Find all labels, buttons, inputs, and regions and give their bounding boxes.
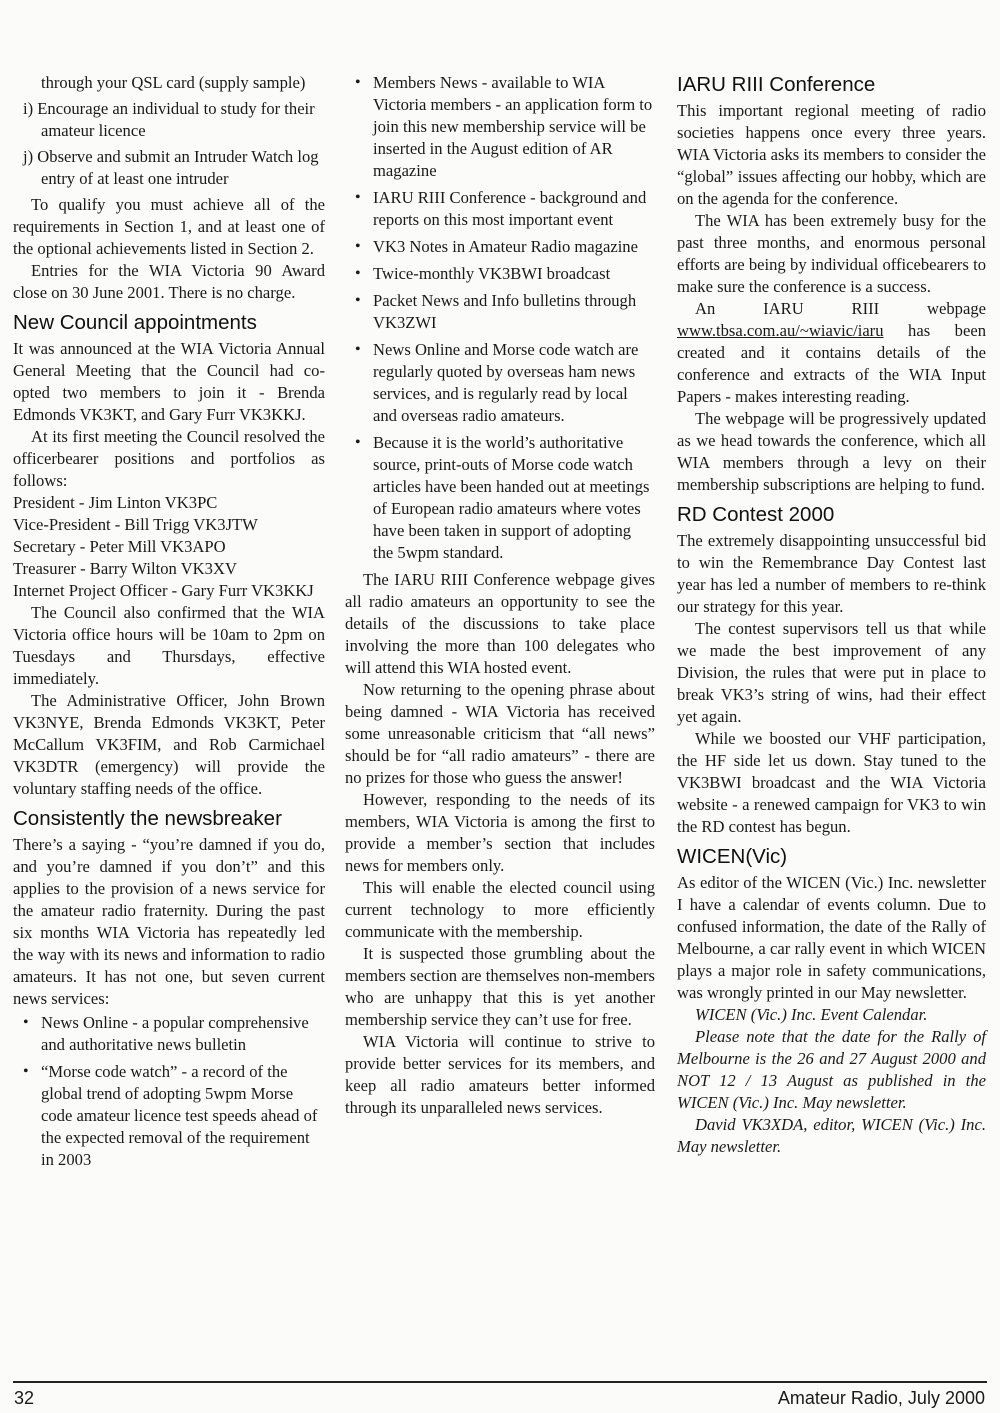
bullet-icon: • [23, 1063, 29, 1080]
list-item: • IARU RIII Conference - background and reports on this most important event [355, 188, 647, 229]
council-heading: New Council appointments [13, 311, 257, 334]
strive-paragraph: WIA Victoria will continue to strive to provide better services for its members, and keep all radio amateurs better informed through its unparalleled news services. [345, 1032, 655, 1117]
bullet-icon: • [355, 265, 361, 282]
publication-footer: Amateur Radio, July 2000 [777, 1388, 985, 1408]
council-paragraph-4: The Administrative Officer, John Brown VK3NYE, Brenda Edmonds VK3KT, Peter McCallum VK3FIM, and Rob Carmichael VK3DTR (emergency) will provide the voluntary staffing needs of the office. [13, 691, 325, 798]
rd-paragraph-3: While we boosted our VHF participation, the HF side let us down. Stay tuned to the VK3BWI broadcast and the WIA Victoria website - a renewed campaign for VK3 to win the RD contest has begun. [677, 729, 986, 836]
list-item: • News Online and Morse code watch are regularly quoted by overseas ham news services, and is regularly read by local and overseas radio amateurs. [355, 340, 639, 425]
requirement-i: i) Encourage an individual to study for their amateur licence [23, 99, 315, 140]
list-item: • “Morse code watch” - a record of the global trend of adopting 5wpm Morse code amateur licence test speeds ahead of the expected removal of the requirement in 2003 [23, 1062, 318, 1169]
column-1 [13, 72, 325, 1176]
entries-paragraph: Entries for the WIA Victoria 90 Award close on 30 June 2001. There is no charge. [13, 261, 325, 302]
bullet-icon: • [355, 292, 361, 309]
iaru-webpage-link[interactable]: www.tbsa.com.au/~wiavic/iaru [677, 321, 884, 340]
iaru-heading: IARU RIII Conference [677, 73, 876, 96]
bullet-icon: • [355, 434, 361, 451]
officer-line: Secretary - Peter Mill VK3APO [13, 537, 226, 556]
list-item: • Packet News and Info bulletins through VK3ZWI [355, 291, 637, 332]
wicen-signature: David VK3XDA, editor, WICEN (Vic.) Inc. May newsletter. [677, 1115, 986, 1156]
newsbreaker-paragraph: There’s a saying - “you’re damned if you do, and you’re damned if you don’t” and this applies to the provision of a news service for the amateur radio fraternity. During the past six months WIA Victoria has repeatedly led the way with its news and information to radio amateurs. It has not one, but seven current news services: [13, 835, 325, 1008]
wicen-paragraph-1: As editor of the WICEN (Vic.) Inc. newsletter I have a calendar of events column. Due to confused information, the date of the Rally of Melbourne, a car rally event in which WICEN plays a major role in safety communications, was wrongly printed in our May newsletter. [677, 873, 986, 1002]
council-paragraph-3: The Council also confirmed that the WIA Victoria office hours will be 10am to 2pm on Tuesdays and Thursdays, effective immediately. [13, 603, 325, 688]
grumbling-paragraph: It is suspected those grumbling about the members section are themselves non-members who are unhappy that this is yet another membership service they can’t use for free. [345, 944, 655, 1029]
intro-continuation: through your QSL card (supply sample) [41, 73, 306, 92]
iaru-paragraph-1: This important regional meeting of radio societies happens once every three years. WIA Victoria asks its members to consider the “global” issues affecting our hobby, which are on the agenda for the conference. [677, 101, 986, 208]
footer-divider [13, 1381, 987, 1383]
iaru-paragraph-4: The webpage will be progressively updated as we head towards the conference, which all WIA members through a levy on their membership subscriptions are helping to fund. [677, 409, 986, 494]
newsbreaker-heading: Consistently the newsbreaker [13, 807, 282, 830]
list-item: • Because it is the world’s authoritative source, print-outs of Morse code watch articles have been handed out at meetings of European radio amateurs where votes have been taken in support of adopting the 5wpm standard. [355, 433, 650, 562]
list-item: • Members News - available to WIA Victoria members - an application form to join this new membership service will be inserted in the August edition of AR magazine [355, 73, 653, 180]
damned-paragraph: Now returning to the opening phrase about being damned - WIA Victoria has received some unreasonable criticism that “all news” should be for “all radio amateurs” - there are no prizes for those who guess the answer! [345, 680, 655, 787]
bullet-icon: • [355, 341, 361, 358]
requirement-j: j) Observe and submit an Intruder Watch log entry of at least one intruder [23, 147, 319, 188]
iaru-webpage-paragraph: The IARU RIII Conference webpage gives all radio amateurs an opportunity to see the details of the discussions to take place involving the more than 100 delegates who will attend this WIA hosted event. [345, 570, 655, 677]
wicen-calendar-title: WICEN (Vic.) Inc. Event Calendar. [695, 1005, 928, 1024]
officer-line: Internet Project Officer - Gary Furr VK3KKJ [13, 581, 314, 600]
page-number: 32 [14, 1388, 35, 1408]
members-section-paragraph: However, responding to the needs of its members, WIA Victoria is among the first to provide a member’s section that includes news for members only. [345, 790, 655, 875]
council-technology-paragraph: This will enable the elected council using current technology to more efficiently communicate with the membership. [345, 878, 655, 941]
column-3 [677, 72, 986, 1158]
council-paragraph-2: At its first meeting the Council resolved the officerbearer positions and portfolios as follows: [13, 427, 325, 490]
bullet-icon: • [355, 238, 361, 255]
council-paragraph-1: It was announced at the WIA Victoria Annual General Meeting that the Council had co-opted two members to join it - Brenda Edmonds VK3KT, and Gary Furr VK3KKJ. [13, 339, 325, 424]
wicen-note: Please note that the date for the Rally of Melbourne is the 26 and 27 August 2000 and NOT 12 / 13 August as published in the WICEN (Vic.) Inc. May newsletter. [677, 1027, 986, 1112]
officer-line: Vice-President - Bill Trigg VK3JTW [13, 515, 258, 534]
bullet-icon: • [23, 1014, 29, 1031]
qualify-paragraph: To qualify you must achieve all of the requirements in Section 1, and at least one of the optional achievements listed in Section 2. [13, 195, 325, 258]
rd-paragraph-2: The contest supervisors tell us that while we made the best improvement of any Division, the rules that were put in place to break VK3’s string of wins, had their effect yet again. [677, 619, 986, 726]
news-services-list-continued [345, 72, 655, 564]
rd-contest-heading: RD Contest 2000 [677, 503, 835, 526]
iaru-paragraph-3: An IARU RIII webpage www.tbsa.com.au/~wiavic/iaru has been created and it contains details of the conference and extracts of the WIA Input Papers - makes interesting reading. [677, 299, 986, 406]
column-2 [345, 72, 655, 1119]
officer-line: Treasurer - Barry Wilton VK3XV [13, 559, 237, 578]
iaru-paragraph-2: The WIA has been extremely busy for the past three months, and enormous personal efforts are being by individual officebearers to make sure the conference is a success. [677, 211, 986, 296]
list-item: • News Online - a popular comprehensive and authoritative news bulletin [23, 1013, 309, 1054]
bullet-icon: • [355, 189, 361, 206]
list-item: • VK3 Notes in Amateur Radio magazine [355, 237, 638, 256]
officer-line: President - Jim Linton VK3PC [13, 493, 218, 512]
news-services-list [13, 1012, 325, 1171]
bullet-icon: • [355, 74, 361, 91]
list-item: • Twice-monthly VK3BWI broadcast [355, 264, 611, 283]
rd-paragraph-1: The extremely disappointing unsuccessful bid to win the Remembrance Day Contest last year has led a number of members to re-think our strategy for this year. [677, 531, 986, 616]
wicen-heading: WICEN(Vic) [677, 845, 788, 868]
